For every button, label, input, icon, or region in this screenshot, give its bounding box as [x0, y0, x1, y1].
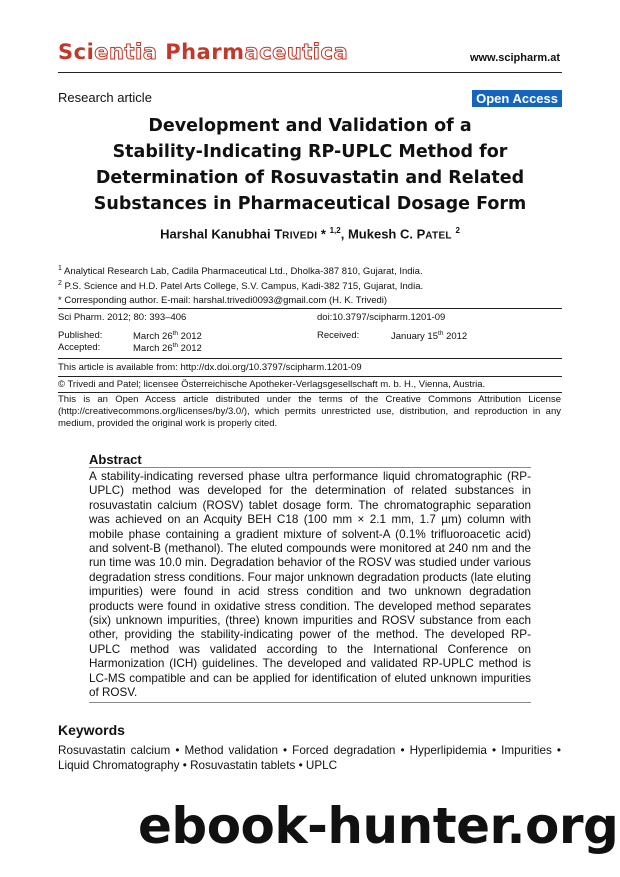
- article-type: Research article: [58, 90, 152, 105]
- author-2-surname-initial: P: [416, 226, 426, 242]
- author-1-surname: RIVEDI: [282, 230, 318, 242]
- affiliation-number: 1: [58, 265, 62, 272]
- date-year: 2012: [178, 331, 202, 343]
- affiliation-text: P.S. Science and H.D. Patel Arts College, S.V. Campus, Kadi-382 715, Gujarat, India.: [61, 281, 424, 293]
- published-label: Published:: [58, 330, 103, 341]
- author-2-given: Mukesh C.: [347, 226, 417, 242]
- keywords-text: Rosuvastatin calcium • Method validation • Forced degradation • Hyperlipidemia • Impurities • Liquid Chromatography • Rosuvastatin tablets • UPLC: [58, 744, 561, 772]
- abstract-rule-top: [89, 467, 531, 468]
- journal-website[interactable]: www.scipharm.at: [469, 52, 560, 64]
- abstract-rule-bottom: [89, 702, 531, 703]
- date-suffix: th: [172, 330, 179, 337]
- authors: [58, 226, 562, 241]
- title-line: Substances in Pharmaceutical Dosage Form: [93, 194, 527, 214]
- title-line: Determination of Rosuvastatin and Related: [95, 168, 525, 188]
- logo-part-4: aceutica: [244, 40, 349, 64]
- received-date: [391, 330, 467, 342]
- header-rule: [58, 72, 562, 73]
- corresponding-mark: *: [317, 226, 330, 242]
- author-1-surname-initial: T: [274, 226, 283, 242]
- author-1-given: Harshal Kanubhai: [160, 226, 275, 242]
- date-text: March 26: [133, 331, 173, 343]
- published-date: [133, 330, 202, 342]
- author-separator: ,: [340, 226, 348, 242]
- affiliation-number: 2: [58, 280, 62, 288]
- accepted-label: Accepted:: [58, 342, 101, 353]
- rule: [58, 376, 562, 377]
- copyright: © Trivedi and Patel; licensee Österreichische Apotheker-Verlagsgesellschaft m. b. H., Vienna, Austria.: [58, 379, 486, 390]
- citation: Sci Pharm. 2012; 80: 393–406: [58, 312, 187, 323]
- date-suffix: th: [172, 342, 179, 349]
- license-text: This is an Open Access article distributed under the terms of the Creative Commons Attribution License (http://creativecommons.org/licenses/by/3.0/), which permits unrestricted use, distribution, and reproduction in any medium, provided the original work is properly cited.: [58, 394, 561, 429]
- watermark: ebook-hunter.org: [138, 797, 619, 855]
- logo-part-3: Pharm: [157, 40, 245, 64]
- received-label: Received:: [317, 330, 360, 341]
- author-2-surname: ATEL: [425, 230, 452, 242]
- logo-part-2: entia: [94, 40, 158, 64]
- title-line: Stability-Indicating RP-UPLC Method for: [112, 142, 508, 162]
- title-line: Development and Validation of a: [148, 116, 472, 136]
- doi[interactable]: doi:10.3797/scipharm.1201-09: [317, 312, 446, 323]
- rule: [58, 308, 562, 309]
- corresponding-author: * Corresponding author. E-mail: harshal.trivedi0093@gmail.com (H. K. Trivedi): [58, 295, 388, 306]
- abstract-heading: Abstract: [89, 452, 142, 467]
- open-access-badge: Open Access: [472, 90, 562, 107]
- journal-logo: [58, 40, 348, 64]
- date-year: 2012: [443, 331, 468, 343]
- rule: [58, 392, 562, 393]
- author-1-affil: 1,2: [329, 226, 341, 235]
- logo-part-1: Sci: [58, 40, 95, 64]
- affiliation-item: [58, 278, 562, 293]
- rule: [58, 358, 562, 359]
- affiliation-item: [58, 263, 562, 278]
- keywords-heading: Keywords: [58, 722, 125, 738]
- date-year: 2012: [178, 343, 202, 355]
- affiliation-text: Analytical Research Lab, Cadila Pharmaceutical Ltd., Dholka-387 810, Gujarat, India.: [61, 266, 423, 278]
- accepted-date: [133, 342, 202, 354]
- affiliations: [58, 263, 562, 293]
- date-text: January 15: [391, 331, 439, 343]
- date-suffix: th: [438, 330, 444, 337]
- availability[interactable]: This article is available from: http://dx.doi.org/10.3797/scipharm.1201-09: [58, 362, 362, 373]
- author-2-affil: 2: [455, 226, 460, 235]
- article-title: [58, 113, 562, 217]
- abstract-text: A stability-indicating reversed phase ultra performance liquid chromatographic (RP-UPLC) method was developed for the determination of related substances in rosuvastatin calcium (ROSV) tablet dosage form. The chromatographic separation was achieved on an Acquity BEH C18 (100 mm × 2.1 mm, 1.7 µm) column with mobile phase containing a gradient mixture of solvent-A (0.1% trifluoroacetic acid) and solvent-B (methanol). The eluted compounds were monitored at 240 nm and the run time was 10.0 min. Degradation behavior of the ROSV was studied under various degradation stress conditions. Four major unknown degradation products (late eluting impurities) were found in acid stress condition and two unknown degradation products were found in oxidative stress condition. The developed method separates (six) unknown impurities, (three) known impurities and ROSV substance from each other, providing the stability-indicating power of the method. The developed RP-UPLC method was validated according to the International Conference on Harmonization (ICH) guidelines. The developed and validated RP-UPLC method is LC-MS compatible and can be applied for identification of eluted unknown impurities of ROSV.: [89, 470, 531, 700]
- date-text: March 26: [133, 343, 173, 355]
